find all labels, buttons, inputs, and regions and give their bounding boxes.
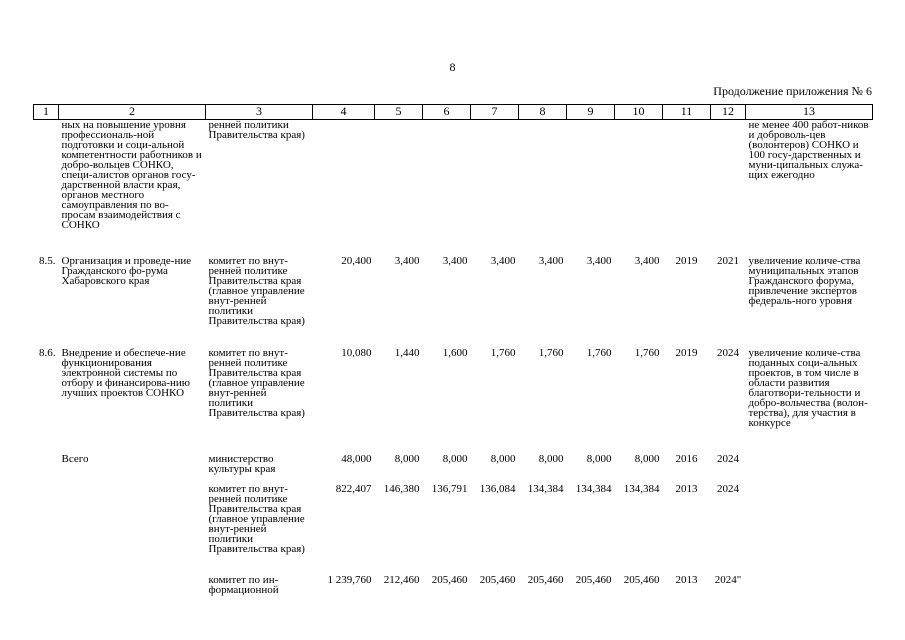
funding-year: 205,460 <box>431 573 468 586</box>
funding-year <box>423 120 471 256</box>
table-row-continued-measure <box>34 120 873 256</box>
row-number <box>34 120 59 256</box>
start-year: 2019 <box>675 346 698 359</box>
funding-year: 3,400 <box>442 254 468 267</box>
column-header: 13 <box>746 105 873 120</box>
funding-year <box>375 120 423 256</box>
funding-year: 1,600 <box>442 346 468 359</box>
measure-name: Внедрение и обеспече-ние функционирования электронной системы по отбору и финансирова-нию лучших проектов СОНКО <box>61 346 191 399</box>
funding-total: 20,400 <box>341 254 372 267</box>
start-year: 2019 <box>675 254 698 267</box>
funding-year: 3,400 <box>490 254 516 267</box>
funding-total: 10,080 <box>341 346 372 359</box>
start-year: 2013 <box>675 482 698 495</box>
column-header: 7 <box>471 105 519 120</box>
funding-total <box>313 120 375 256</box>
table-row-8-5 <box>34 256 873 348</box>
funding-year: 8,000 <box>442 452 468 465</box>
column-header: 11 <box>663 105 711 120</box>
end-year <box>711 120 746 256</box>
funding-year <box>471 120 519 256</box>
row-number <box>34 454 59 484</box>
funding-year: 8,000 <box>634 452 660 465</box>
funding-year: 1,760 <box>634 346 660 359</box>
funding-year: 134,384 <box>575 482 612 495</box>
expected-result: увеличение количе-ства муниципальных этапов Гражданского форума, привлечение экспертов федераль-ного уровня <box>748 254 861 307</box>
measure-name: Организация и проведе-ние Гражданского фо-рума Хабаровского края <box>61 254 192 287</box>
responsible-executor: министерство культуры края <box>208 452 276 475</box>
end-year: 2024 <box>717 452 739 465</box>
responsible-executor: комитет по ин-формационной <box>208 573 279 596</box>
start-year <box>663 120 711 256</box>
funding-year <box>519 120 567 256</box>
end-year: 2024 <box>717 346 739 359</box>
funding-year: 3,400 <box>394 254 420 267</box>
funding-total: 48,000 <box>341 452 372 465</box>
row-number: 8.5. <box>39 254 56 267</box>
funding-year: 1,440 <box>394 346 420 359</box>
funding-year: 205,460 <box>527 573 564 586</box>
funding-year <box>615 120 663 256</box>
responsible-executor: комитет по внут-ренней политике Правительства края (главное управление внут-ренней политики Правительства края) <box>208 254 305 327</box>
end-year: 2024 <box>717 482 739 495</box>
column-header: 1 <box>34 105 59 120</box>
responsible-executor: ренней политики Правительства края) <box>208 119 305 141</box>
funding-total: 822,407 <box>335 482 372 495</box>
funding-year: 212,460 <box>383 573 420 586</box>
start-year: 2016 <box>675 452 698 465</box>
column-header: 8 <box>519 105 567 120</box>
expected-result <box>746 454 873 484</box>
measure-name: Всего <box>61 452 89 465</box>
measure-name <box>59 575 206 603</box>
table-row-total-culture <box>34 454 873 484</box>
end-year: 2021 <box>717 254 739 267</box>
expected-result: не менее 400 работ-ников и доброволь-цев (волонтеров) СОНКО и 100 госу-дарственных и муни-ципальных служа-щих ежегодно <box>748 119 869 181</box>
funding-year: 146,380 <box>383 482 420 495</box>
funding-year: 134,384 <box>623 482 660 495</box>
column-header: 4 <box>313 105 375 120</box>
table-row-8-6 <box>34 348 873 454</box>
funding-year: 136,791 <box>431 482 468 495</box>
end-year: 2024" <box>714 573 742 586</box>
page-number: 8 <box>449 60 456 74</box>
measure-name <box>59 484 206 575</box>
funding-year: 8,000 <box>394 452 420 465</box>
funding-year: 1,760 <box>490 346 516 359</box>
responsible-executor: комитет по внут-ренней политике Правительства края (главное управление внут-ренней политики Правительства края) <box>208 346 305 419</box>
funding-year: 136,084 <box>479 482 516 495</box>
table-row-total-internal-policy <box>34 484 873 575</box>
funding-year <box>567 120 615 256</box>
funding-year: 134,384 <box>527 482 564 495</box>
column-header: 2 <box>59 105 206 120</box>
funding-year: 205,460 <box>623 573 660 586</box>
funding-year: 1,760 <box>538 346 564 359</box>
funding-year: 3,400 <box>586 254 612 267</box>
expected-result <box>746 575 873 603</box>
start-year: 2013 <box>675 573 698 586</box>
row-number <box>34 484 59 575</box>
column-header: 12 <box>711 105 746 120</box>
table-row-total-information-policy <box>34 575 873 603</box>
program-measures-table <box>33 104 873 603</box>
column-header: 5 <box>375 105 423 120</box>
appendix-continuation-label: Продолжение приложения № 6 <box>713 84 872 98</box>
funding-year: 3,400 <box>538 254 564 267</box>
funding-year: 205,460 <box>479 573 516 586</box>
column-header: 3 <box>206 105 313 120</box>
measure-name: ных на повышение уровня профессиональ-ной подготовки и соци-альной компетентности работников и добро-вольцев СОНКО, специ-алистов органов госу-дарственной власти края, органов местного самоуправления по во-просам взаимодействия с СОНКО <box>61 119 202 231</box>
column-number-header-row <box>34 105 873 120</box>
column-header: 10 <box>615 105 663 120</box>
funding-year: 8,000 <box>586 452 612 465</box>
funding-year: 8,000 <box>538 452 564 465</box>
funding-year: 1,760 <box>586 346 612 359</box>
responsible-executor: комитет по внут-ренней политике Правительства края (главное управление внут-ренней политики Правительства края) <box>208 482 305 555</box>
expected-result <box>746 484 873 575</box>
funding-total: 1 239,760 <box>327 573 372 586</box>
row-number: 8.6. <box>39 346 56 359</box>
funding-year: 205,460 <box>575 573 612 586</box>
funding-year: 8,000 <box>490 452 516 465</box>
column-header: 6 <box>423 105 471 120</box>
row-number <box>34 575 59 603</box>
column-header: 9 <box>567 105 615 120</box>
expected-result: увеличение количе-ства поданных соци-альных проектов, в том числе в области развития благотвори-тельности и добро-вольчества (волон-терства), для участия в конкурсе <box>748 346 868 429</box>
funding-year: 3,400 <box>634 254 660 267</box>
